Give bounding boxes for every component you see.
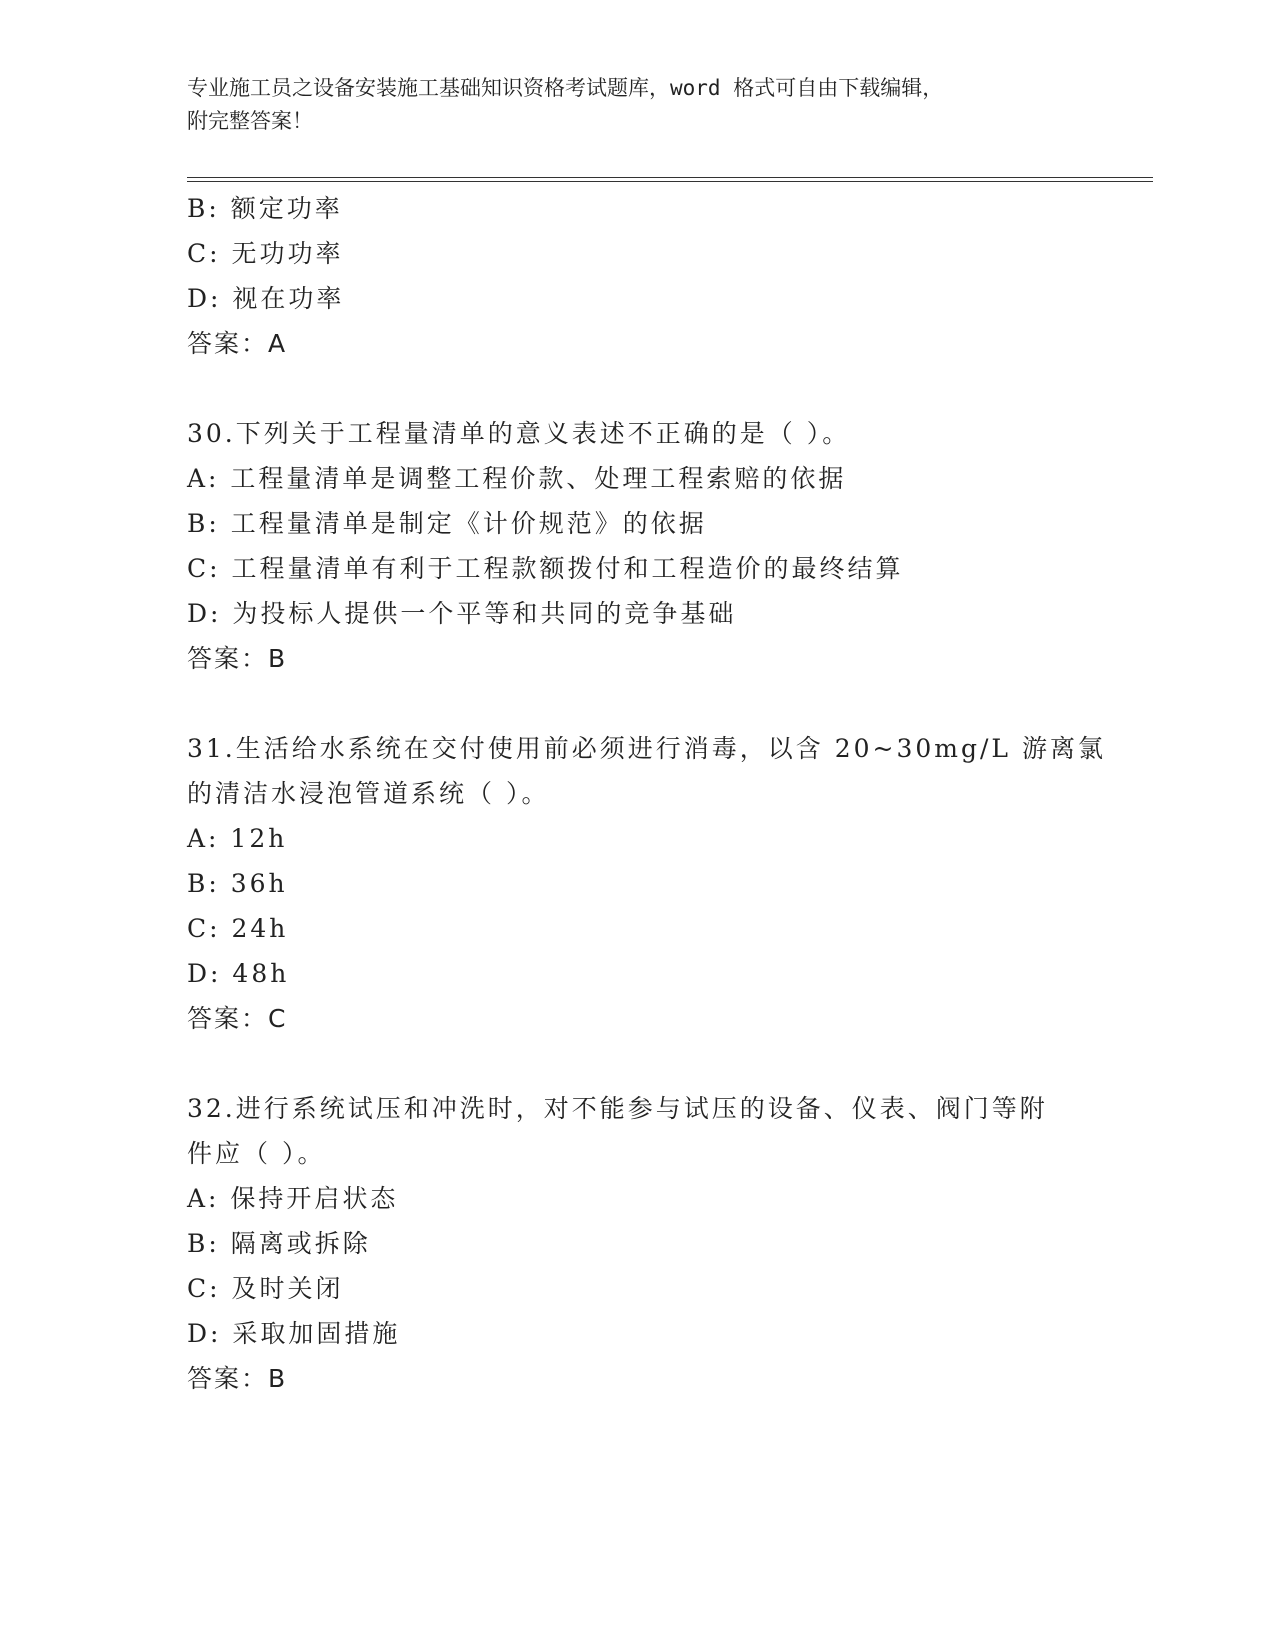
- header-divider-top: [187, 177, 1153, 178]
- q31-answer: 答案：C: [187, 1004, 288, 1033]
- q29-answer: 答案：A: [187, 329, 288, 358]
- q29-option-c: C: 无功功率: [187, 239, 344, 268]
- document-header: [187, 72, 1067, 138]
- q32-stem-line-1: 32.进行系统试压和冲洗时，对不能参与试压的设备、仪表、阀门等附: [187, 1094, 1048, 1123]
- q31-stem-line-1: 31.生活给水系统在交付使用前必须进行消毒，以含 20~30mg/L 游离氯: [187, 734, 1106, 763]
- q31-option-a: A: 12h: [187, 824, 288, 853]
- header-line-2: 附完整答案！: [187, 109, 313, 133]
- header-divider-bottom: [187, 181, 1153, 182]
- q31-option-b: B: 36h: [187, 869, 288, 898]
- q32-option-d: D: 采取加固措施: [187, 1319, 401, 1348]
- q30-answer: 答案：B: [187, 644, 288, 673]
- q30-stem: 30.下列关于工程量清单的意义表述不正确的是（ ）。: [187, 419, 851, 448]
- q31-option-c: C: 24h: [187, 914, 289, 943]
- q31-option-d: D: 48h: [187, 959, 290, 988]
- q30-option-d: D: 为投标人提供一个平等和共同的竞争基础: [187, 599, 737, 628]
- header-line-1: 专业施工员之设备安装施工基础知识资格考试题库，word 格式可自由下载编辑，: [187, 76, 944, 100]
- q32-stem-line-2: 件应（ ）。: [187, 1139, 326, 1168]
- q29-option-d: D: 视在功率: [187, 284, 345, 313]
- q32-option-a: A: 保持开启状态: [187, 1184, 399, 1213]
- q30-option-b: B: 工程量清单是制定《计价规范》的依据: [187, 509, 707, 538]
- q31-stem-line-2: 的清洁水浸泡管道系统（ ）。: [187, 779, 550, 808]
- q30-option-a: A: 工程量清单是调整工程价款、处理工程索赔的依据: [187, 464, 847, 493]
- q32-answer: 答案：B: [187, 1364, 288, 1393]
- q29-option-b: B: 额定功率: [187, 194, 343, 223]
- q32-option-c: C: 及时关闭: [187, 1274, 344, 1303]
- q30-option-c: C: 工程量清单有利于工程款额拨付和工程造价的最终结算: [187, 554, 904, 583]
- q32-option-b: B: 隔离或拆除: [187, 1229, 371, 1258]
